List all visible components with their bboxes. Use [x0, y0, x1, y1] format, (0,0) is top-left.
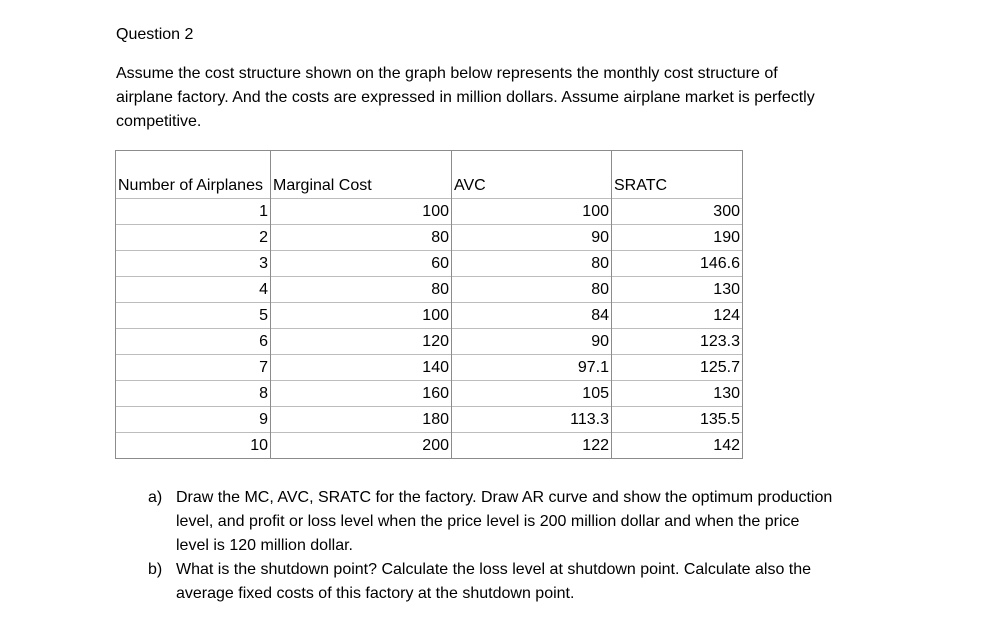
- cell-marginal-cost: 60: [271, 251, 452, 277]
- table-row: [116, 329, 743, 355]
- cell-sratc: 124: [612, 303, 743, 329]
- cell-sratc: 135.5: [612, 407, 743, 433]
- cell-avc: 90: [452, 329, 612, 355]
- cell-airplanes: 10: [116, 433, 271, 459]
- question-line: level is 120 million dollar.: [176, 537, 353, 554]
- table-row: [116, 381, 743, 407]
- table-header-row: [116, 151, 743, 199]
- cell-marginal-cost: 160: [271, 381, 452, 407]
- cell-avc: 113.3: [452, 407, 612, 433]
- cell-airplanes: 8: [116, 381, 271, 407]
- cell-airplanes: 4: [116, 277, 271, 303]
- cell-avc: 100: [452, 199, 612, 225]
- question-label: b): [148, 561, 163, 578]
- intro-line: Assume the cost structure shown on the graph below represents the monthly cost structure of: [116, 65, 778, 82]
- cell-sratc: 130: [612, 277, 743, 303]
- cell-airplanes: 6: [116, 329, 271, 355]
- cell-sratc: 130: [612, 381, 743, 407]
- intro-line: competitive.: [116, 113, 202, 130]
- question-b: [148, 558, 888, 606]
- cell-sratc: 146.6: [612, 251, 743, 277]
- table-row: [116, 199, 743, 225]
- cell-airplanes: 2: [116, 225, 271, 251]
- intro-paragraph: [116, 62, 876, 134]
- question-heading: Question 2: [116, 26, 194, 43]
- cell-sratc: 125.7: [612, 355, 743, 381]
- question-line: average fixed costs of this factory at the shutdown point.: [176, 585, 575, 602]
- cell-airplanes: 3: [116, 251, 271, 277]
- cell-marginal-cost: 180: [271, 407, 452, 433]
- cell-marginal-cost: 120: [271, 329, 452, 355]
- header-sratc: SRATC: [612, 151, 743, 199]
- header-number-of-airplanes: Number of Airplanes: [116, 151, 271, 199]
- cell-sratc: 142: [612, 433, 743, 459]
- cell-sratc: 300: [612, 199, 743, 225]
- cell-avc: 105: [452, 381, 612, 407]
- cell-avc: 80: [452, 277, 612, 303]
- cell-avc: 97.1: [452, 355, 612, 381]
- cell-marginal-cost: 100: [271, 199, 452, 225]
- table-row: [116, 251, 743, 277]
- question-text: [176, 558, 888, 606]
- question-label: a): [148, 489, 163, 506]
- cell-marginal-cost: 100: [271, 303, 452, 329]
- question-line: level, and profit or loss level when the price level is 200 million dollar and when the price: [176, 513, 800, 530]
- cell-airplanes: 7: [116, 355, 271, 381]
- cell-sratc: 190: [612, 225, 743, 251]
- table-row: [116, 355, 743, 381]
- header-marginal-cost: Marginal Cost: [271, 151, 452, 199]
- cell-avc: 90: [452, 225, 612, 251]
- question-line: What is the shutdown point? Calculate the loss level at shutdown point. Calculate also the: [176, 561, 812, 578]
- table-body: [116, 199, 743, 459]
- cell-marginal-cost: 140: [271, 355, 452, 381]
- table-row: [116, 433, 743, 459]
- cell-marginal-cost: 200: [271, 433, 452, 459]
- cell-airplanes: 5: [116, 303, 271, 329]
- table-row: [116, 407, 743, 433]
- question-line: Draw the MC, AVC, SRATC for the factory. Draw AR curve and show the optimum production: [176, 489, 833, 506]
- cell-sratc: 123.3: [612, 329, 743, 355]
- intro-line: airplane factory. And the costs are expressed in million dollars. Assume airplane market is perfectly: [116, 89, 815, 106]
- table-row: [116, 225, 743, 251]
- cell-avc: 80: [452, 251, 612, 277]
- cell-airplanes: 9: [116, 407, 271, 433]
- question-text: [176, 486, 888, 558]
- cell-avc: 84: [452, 303, 612, 329]
- cost-table: [115, 150, 743, 459]
- cell-marginal-cost: 80: [271, 225, 452, 251]
- table-row: [116, 303, 743, 329]
- question-a: [148, 486, 888, 558]
- header-avc: AVC: [452, 151, 612, 199]
- cell-airplanes: 1: [116, 199, 271, 225]
- questions-list: [148, 486, 888, 606]
- table-row: [116, 277, 743, 303]
- cell-avc: 122: [452, 433, 612, 459]
- cell-marginal-cost: 80: [271, 277, 452, 303]
